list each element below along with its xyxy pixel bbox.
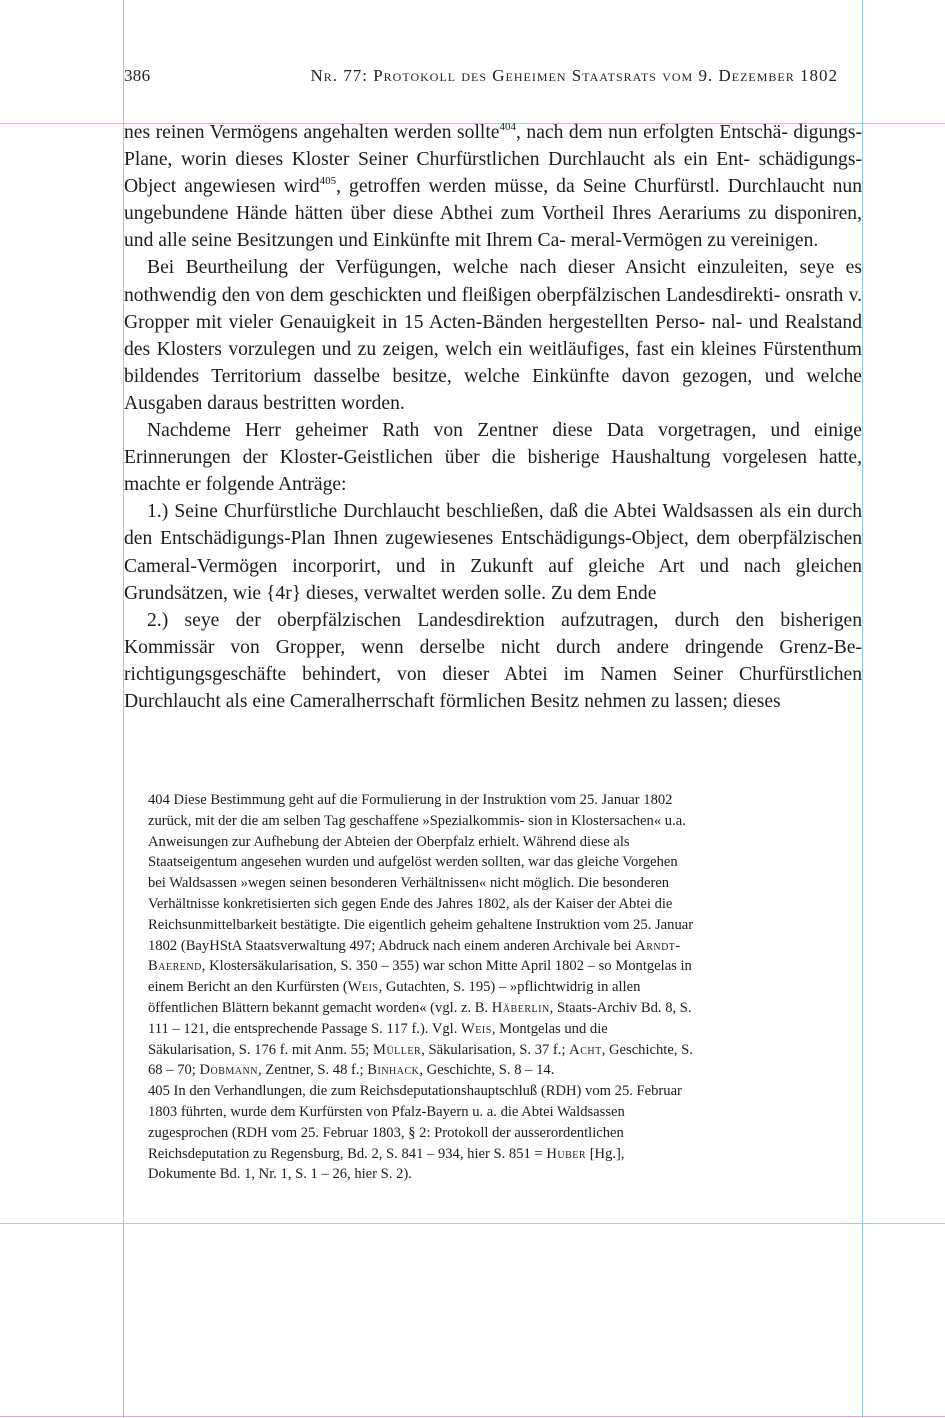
author-name: Acht — [569, 1041, 602, 1058]
author-name: Arndt-Baerend — [148, 937, 681, 975]
right-margin-guide — [862, 0, 863, 1418]
author-name: Häberlin — [491, 999, 550, 1016]
text-run: , Zentner, S. 48 f.; — [257, 1062, 368, 1079]
author-name: Binhack — [367, 1062, 420, 1079]
author-name: Huber — [546, 1145, 587, 1162]
footnote-ref-405[interactable]: 405 — [319, 175, 337, 188]
page-number: 386 — [124, 66, 151, 85]
author-name: Müller — [372, 1041, 422, 1058]
text-run: , Geschichte, S. 8 – 14. — [419, 1062, 555, 1079]
author-name: Weis — [347, 979, 379, 996]
text-run: , getroffen werden müsse, da Seine Churfürstl. Durchlaucht nun ungebundene Hände hätten über diese Abthei zum Vortheil Ihres Aerariums zu disponiren, und alle seine Besitzungen und Einkünfte mit Ihrem Ca- meral-Vermögen zu vereinigen. — [124, 176, 863, 252]
running-title: Nr. 77: Protokoll des Geheimen Staatsrats vom 9. Dezember 1802 — [310, 66, 838, 85]
main-text — [124, 119, 862, 715]
paragraph-2: Bei Beurtheilung der Verfügungen, welche nach dieser Ansicht einzuleiten, seye es nothwendig den von dem geschickten und fleißigen oberpfälzischen Landesdirekti- onsrath v. Gropper mit vieler Genauigkeit in 15 Acten-Bänden hergestellten Perso- nal- und Realstand des Klosters vorzulegen und zu zeigen, welch ein weitläufiges, fast ein kleines Fürstenthum bildendes Territorium dasselbe besitze, welche Einkünfte davon gezogen, und welche Ausgaben daraus bestritten worden. — [124, 257, 862, 414]
paragraph-4: 1.) Seine Churfürstliche Durchlaucht beschließen, daß die Abtei Waldsassen als ein durch den Entschädigungs-Plan Ihnen zugewiesenes Entschädigungs-Object, dem oberpfälzischen Cameral-Vermögen incorporirt, und in Zukunft auf gleiche Art und nach gleichen Grundsätzen, wie {4r} dieses, verwaltet werden solle. Zu dem Ende — [124, 501, 862, 604]
paragraph-3: Nachdeme Herr geheimer Rath von Zentner diese Data vorgetragen, und einige Erinnerungen der Kloster-Geistlichen über die bisherige Haushaltung vorgelesen hatte, machte er folgende Anträge: — [124, 420, 862, 496]
text-run: , nach dem nun erfolgten Entschä- digungs-Plane, worin dieses Kloster Seiner Churfürstlichen Durchlaucht als ein Ent- schädigungs-Object angewiesen wird — [124, 122, 863, 198]
text-run: , Montgelas und die Säkularisation, S. 176 f. mit Anm. 55; — [148, 1020, 608, 1058]
text-run: [Hg.], Dokumente Bd. 1, Nr. 1, S. 1 – 26, hier S. 2). — [148, 1145, 625, 1183]
text-run: , Klostersäkularisation, S. 350 – 355) war schon Mitte April 1802 – so Montgelas in einem Bericht an den Kurfürsten ( — [148, 958, 692, 996]
footnote-404 — [148, 790, 696, 1081]
footnote-405 — [148, 1081, 696, 1185]
paragraph-1 — [124, 119, 862, 254]
author-name: Weis — [461, 1020, 492, 1037]
footnote-ref-404[interactable]: 404 — [499, 121, 516, 133]
text-run: nes reinen Vermögens angehalten werden sollte — [124, 122, 500, 143]
bottom-text-guide — [0, 1223, 945, 1224]
author-name: Dobmann — [199, 1062, 258, 1079]
paragraph-5: 2.) seye der oberpfälzischen Landesdirektion aufzutragen, durch den bisherigen Kommissär von Gropper, wenn derselbe nicht durch andere dringende Grenz-Be- richtigungsgeschäfte behindert, von dieser Abtei im Namen Seiner Churfürstlichen Durchlaucht als eine Cameralherrschaft förmlichen Besitz nehmen zu lassen; dieses — [124, 609, 862, 712]
text-run: 404 Diese Bestimmung geht auf die Formulierung in der Instruktion vom 25. Januar 1802 zurück, mit der die am selben Tag geschaffene »Spezialkommis- sion in Klostersachen« u.a. Anweisungen zur Aufhebung der Abteien der Oberpfalz erhielt. Während diese als Staatseigentum angesehen wurden und aufgelöst werden sollten, war das gleiche Vorgehen bei Waldsassen »wegen seinen besonderen Verhältnissen« nicht möglich. Die besonderen Verhältnisse konkretisierten sich gegen Ende des Jahres 1802, als der Kaiser der Abtei die Reichsunmittelbarkeit bestätigte. Die eigentlich geheim gehaltene Instruktion vom 25. Januar 1802 (BayHStA Staatsverwaltung 497; Abdruck nach einem anderen Archivale bei — [148, 792, 694, 954]
text-run: , Säkularisation, S. 37 f.; — [421, 1041, 570, 1058]
text-run: 405 In den Verhandlungen, die zum Reichsdeputationshauptschluß (RDH) vom 25. Februar 1803 führten, wurde dem Kurfürsten von Pfalz-Bayern u. a. die Abtei Waldsassen zugesprochen (RDH vom 25. Februar 1803, § 2: Protokoll der ausserordentlichen Reichsdeputation zu Regensburg, Bd. 2, S. 841 – 934, hier S. 851 = — [148, 1083, 682, 1162]
text-run: , Geschichte, S. 68 – 70; — [148, 1041, 693, 1079]
text-run: , Gutachten, S. 195) – »pflichtwidrig in allen öffentlichen Blättern bekannt gemacht worden« (vgl. z. B. — [148, 979, 641, 1016]
page-bottom-guide — [0, 1416, 945, 1417]
text-run: , Staats-Archiv Bd. 8, S. 111 – 121, die entsprechende Passage S. 117 f.). Vgl. — [148, 999, 692, 1037]
footnotes — [148, 790, 696, 1185]
